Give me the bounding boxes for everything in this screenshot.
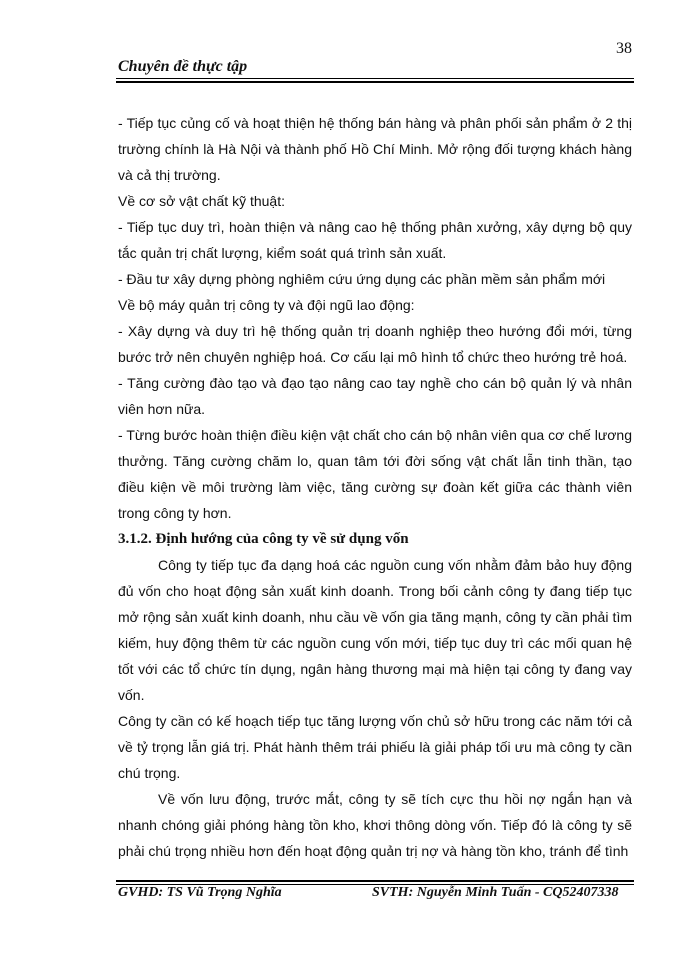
header-rule-double xyxy=(116,81,634,83)
paragraph: Về bộ máy quản trị công ty và đội ngũ lao động: xyxy=(118,297,415,313)
paragraph: - Đầu tư xây dựng phòng nghiêm cứu ứng dụng các phần mềm sản phẩm mới xyxy=(118,271,606,287)
footer-rule xyxy=(116,880,634,882)
body-text xyxy=(118,110,632,864)
paragraph: - Tăng cường đào tạo và đạo tạo nâng cao tay nghề cho cán bộ quản lý và nhân viên hơn nữa. xyxy=(118,375,632,417)
section-heading: 3.1.2. Định hướng của công ty về sử dụng vốn xyxy=(118,531,409,547)
paragraph: Về vốn lưu động, trước mắt, công ty sẽ tích cực thu hồi nợ ngắn hạn và nhanh chóng giải phóng hàng tồn kho, khơi thông dòng vốn. Tiếp đó là công ty sẽ phải chú trọng nhiều hơn đến hoạt động quản trị nợ và hàng tồn kho, tránh để tình xyxy=(118,791,632,859)
footer-student xyxy=(372,885,618,901)
footer-page-number: 38 xyxy=(604,885,619,900)
paragraph: Công ty tiếp tục đa dạng hoá các nguồn cung vốn nhằm đảm bảo huy động đủ vốn cho hoạt động sản xuất kinh doanh. Trong bối cảnh công ty đang tiếp tục mở rộng sản xuất kinh doanh, nhu cầu về vốn gia tăng mạnh, công ty cần phải tìm kiếm, huy động thêm từ các nguồn cung vốn mới, tiếp tục duy trì các mối quan hệ tốt với các tổ chức tín dụng, ngân hàng thương mại mà hiện tại công ty đang vay vốn. xyxy=(118,557,632,703)
header-rule xyxy=(116,78,634,79)
header-title: Chuyên đề thực tập xyxy=(118,58,248,75)
footer-student-name: SVTH: Nguyễn Minh Tuấn - CQ524073 xyxy=(372,885,605,900)
paragraph: Công ty cần có kế hoạch tiếp tục tăng lượng vốn chủ sở hữu trong các năm tới cả về tỷ trọng lẫn giá trị. Phát hành thêm trái phiếu là giải pháp tối ưu mà công ty cần chú trọng. xyxy=(118,713,632,781)
footer-supervisor: GVHD: TS Vũ Trọng Nghĩa xyxy=(118,885,282,900)
paragraph: - Từng bước hoàn thiện điều kiện vật chất cho cán bộ nhân viên qua cơ chế lương thưởng. Tăng cường chăm lo, quan tâm tới đời sống vật chất lẫn tinh thần, tạo điều kiện về môi trường làm việc, tăng cường sự đoàn kết giữa các thành viên trong công ty hơn. xyxy=(118,427,632,521)
page-number: 38 xyxy=(616,40,632,57)
paragraph: - Xây dựng và duy trì hệ thống quản trị doanh nghiệp theo hướng đổi mới, từng bước trở nên chuyên nghiệp hoá. Cơ cấu lại mô hình tổ chức theo hướng trẻ hoá. xyxy=(118,323,632,365)
paragraph: Về cơ sở vật chất kỹ thuật: xyxy=(118,193,285,209)
paragraph: - Tiếp tục củng cố và hoạt thiện hệ thống bán hàng và phân phối sản phẩm ở 2 thị trường chính là Hà Nội và thành phố Hồ Chí Minh. Mở rộng đối tượng khách hàng và cả thị trường. xyxy=(118,115,632,183)
paragraph: - Tiếp tục duy trì, hoàn thiện và nâng cao hệ thống phân xưởng, xây dựng bộ quy tắc quản trị chất lượng, kiểm soát quá trình sản xuất. xyxy=(118,219,632,261)
